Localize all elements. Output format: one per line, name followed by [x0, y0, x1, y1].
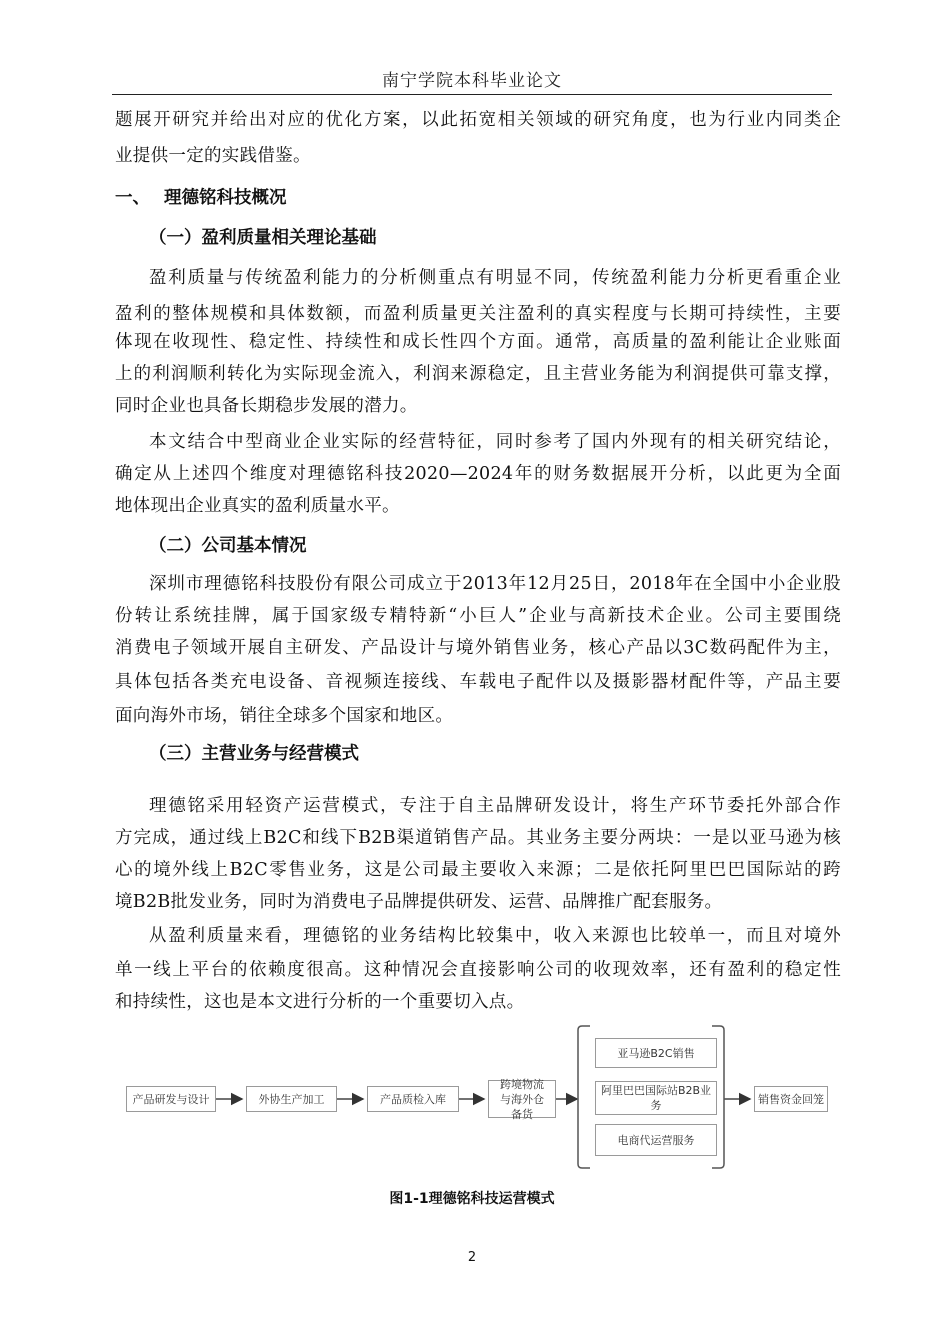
channel-box: 电商代运营服务: [595, 1124, 717, 1156]
body-line: 份转让系统挂牌，属于国家级专精特新“小巨人”企业与高新技术企业。公司主要围绕: [115, 606, 841, 626]
body-line: 单一线上平台的依赖度很高。这种情况会直接影响公司的收现效率，还有盈利的稳定性: [115, 960, 841, 980]
body-line: 本文结合中型商业企业实际的经营特征，同时参考了国内外现有的相关研究结论，: [149, 432, 841, 452]
flow-step: 产品研发与设计: [126, 1086, 216, 1112]
section-number: 一、: [115, 188, 150, 208]
body-line: 盈利的整体规模和具体数额，而盈利质量更关注盈利的真实程度与长期可持续性，主要: [115, 304, 841, 324]
figure-caption: 图1-1理德铭科技运营模式: [389, 1191, 555, 1207]
body-line: 地体现出企业真实的盈利质量水平。: [115, 496, 400, 516]
body-line: 题展开研究并给出对应的优化方案，以此拓宽相关领域的研究角度，也为行业内同类企: [115, 110, 841, 130]
body-line: 确定从上述四个维度对理德铭科技2020—2024年的财务数据展开分析，以此更为全面: [115, 464, 841, 484]
body-line: 方完成，通过线上B2C和线下B2B渠道销售产品。其业务主要分两块：一是以亚马逊为核: [115, 828, 841, 848]
body-line: 消费电子领域开展自主研发、产品设计与境外销售业务，核心产品以3C数码配件为主，: [115, 638, 841, 658]
subsection-title: （三）主营业务与经营模式: [149, 744, 359, 764]
flow-final: 销售资金回笼: [754, 1086, 828, 1112]
subsection-title: （二）公司基本情况: [149, 536, 307, 556]
body-line: 理德铭采用轻资产运营模式，专注于自主品牌研发设计，将生产环节委托外部合作: [149, 796, 841, 816]
body-line: 和持续性，这也是本文进行分析的一个重要切入点。: [115, 992, 525, 1012]
body-line: 业提供一定的实践借鉴。: [115, 146, 311, 166]
page-number: 2: [467, 1250, 477, 1265]
body-line: 心的境外线上B2C零售业务，这是公司最主要收入来源；二是依托阿里巴巴国际站的跨: [115, 860, 841, 880]
channel-box: 亚马逊B2C销售: [595, 1038, 717, 1068]
body-line: 深圳市理德铭科技股份有限公司成立于2013年12月25日，2018年在全国中小企业股: [149, 574, 841, 594]
flow-step: 跨境物流与海外仓备货: [488, 1080, 556, 1118]
section-title: 理德铭科技概况: [164, 188, 287, 208]
body-line: 具体包括各类充电设备、音视频连接线、车载电子配件以及摄影器材配件等，产品主要: [115, 672, 841, 692]
body-line: 境B2B批发业务，同时为消费电子品牌提供研发、运营、品牌推广配套服务。: [115, 892, 723, 912]
flow-step: 产品质检入库: [367, 1086, 459, 1112]
channel-box: 阿里巴巴国际站B2B业务: [595, 1081, 717, 1115]
body-line: 从盈利质量来看，理德铭的业务结构比较集中，收入来源也比较单一，而且对境外: [149, 926, 841, 946]
flow-step: 外协生产加工: [246, 1086, 337, 1112]
header-rule: [112, 94, 832, 95]
body-line: 上的利润顺利转化为实际现金流入，利润来源稳定，且主营业务能为利润提供可靠支撑，: [115, 364, 841, 384]
body-line: 体现在收现性、稳定性、持续性和成长性四个方面。通常，高质量的盈利能让企业账面: [115, 332, 841, 352]
body-line: 面向海外市场，销往全球多个国家和地区。: [115, 706, 454, 726]
page-header-title: 南宁学院本科毕业论文: [382, 71, 562, 91]
body-line: 盈利质量与传统盈利能力的分析侧重点有明显不同，传统盈利能力分析更看重企业: [149, 268, 841, 288]
subsection-title: （一）盈利质量相关理论基础: [149, 228, 377, 248]
body-line: 同时企业也具备长期稳步发展的潜力。: [115, 396, 418, 416]
